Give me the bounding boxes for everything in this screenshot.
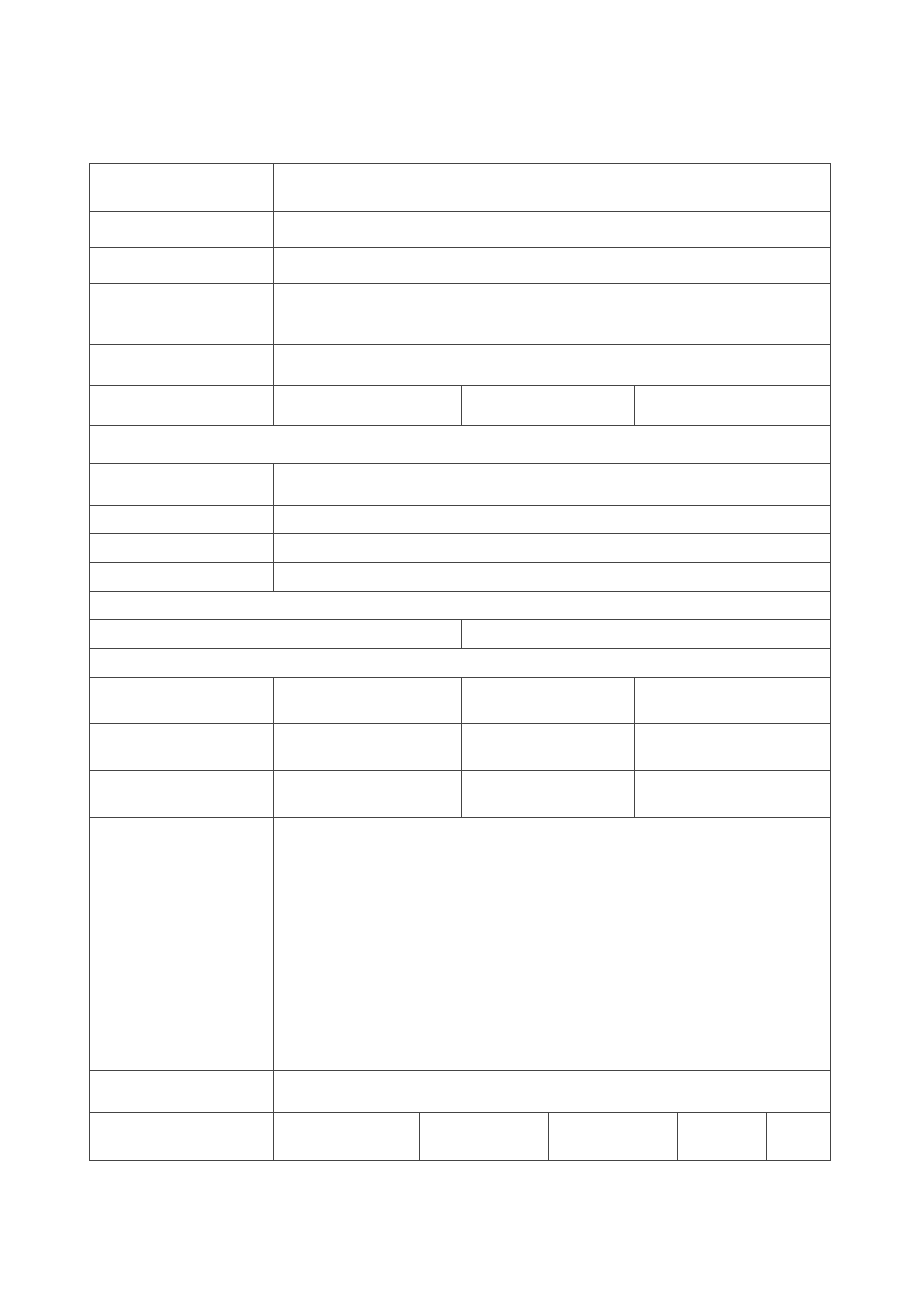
row-divider	[89, 1112, 831, 1113]
row-divider	[89, 425, 831, 426]
col-divider	[461, 619, 462, 648]
col-divider	[634, 385, 635, 425]
col-divider	[273, 163, 274, 425]
row-divider	[89, 463, 831, 464]
col-divider	[766, 1112, 767, 1160]
row-divider	[89, 817, 831, 818]
row-divider	[89, 591, 831, 592]
col-divider	[548, 1112, 549, 1160]
col-divider	[273, 677, 274, 1160]
row-divider	[89, 677, 831, 678]
table-border-bottom	[89, 1160, 831, 1161]
row-divider	[89, 211, 831, 212]
table-border-left	[89, 163, 90, 1160]
row-divider	[89, 770, 831, 771]
table-border-right	[830, 163, 831, 1160]
col-divider	[677, 1112, 678, 1160]
row-divider	[89, 619, 831, 620]
col-divider	[461, 385, 462, 425]
table-border-top	[89, 163, 831, 164]
col-divider	[634, 677, 635, 817]
col-divider	[273, 463, 274, 591]
col-divider	[461, 677, 462, 817]
row-divider	[89, 283, 831, 284]
row-divider	[89, 505, 831, 506]
row-divider	[89, 344, 831, 345]
row-divider	[89, 247, 831, 248]
col-divider	[419, 1112, 420, 1160]
row-divider	[89, 533, 831, 534]
row-divider	[89, 648, 831, 649]
row-divider	[89, 1070, 831, 1071]
row-divider	[89, 562, 831, 563]
row-divider	[89, 723, 831, 724]
row-divider	[89, 385, 831, 386]
